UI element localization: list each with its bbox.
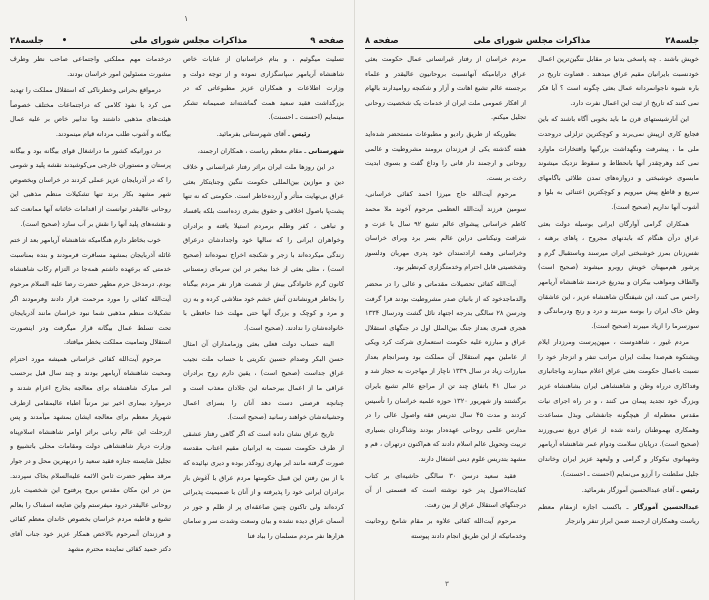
paragraph: در دورانیکه کشور ما دراشغال قوای بیگانه بود و بیگانه پرستان و مستوران خارجی می‌کوشیدند نقشه پلید و شومی را که در آذربایجان عزیز عملی کردند در خراسان وبخصوص شهر مشهد بکار برند تنها تشکیلات منظم مذهبی این روحانی عالیقدر توانست از اقدامات خائنانه آنها ممانعت کند و نقشه‌های پلید آنها را نقش بر آب سازد (صحیح است). bbox=[10, 146, 171, 228]
column-inner bbox=[10, 52, 171, 590]
paragraph: آیت‌الله کفائی تحصیلات مقدماتی و عالی را در محضر والدماجدخود که از بانیان صدر مشروطیت بودند فرا گرفت ودرسن ۲۸ سالگی بدرجه اجتهاد نائل گشت ودرسال ۱۳۳۴ هجری قمری بعداز جنگ بین‌الملل اول در جنگهای استقلال عراق و مبارزه علیه حکومت استعماری شرکت کرد ویکی از عاملین مهم استقلال آن مملکت بود وسرانجام بعداز مبارزات زیاد در سال ۱۳۳۹ ناچار از مهاجرت به حجاز شد و در سال ۴۱ باتفاق چند تن از مراجع عالم تشیع بایران برگشتند واز شهریور ۱۳۲۰ حوزه علمیه خراسان را تأسیس کردند و مدت ۴۵ سال تدریس فقه واصول عالی را در مدارس علمی روحانی عهده‌دار بودند وشاگردان بسیاری تربیت وتحویل عالم اسلام دادند که هم‌اکنون درتهران ، قم و مشهد بتدریس علوم دینی اشتغال دارند. bbox=[365, 279, 526, 464]
session-number: جلسه۲۸ bbox=[665, 36, 699, 46]
paragraph: مردم غیور ، شاهدوست ، میهن‌پرست ومرزدار ایلام وپشتکوه هم‌صدا بملت ایران مراتب تنفر و انزجار خود را نسبت باعمال حکومت بعثی عراق اعلام میدارند وباجانبازی وفداکاری درراه وطن و شاهنشاهی ایران بشاهنشاه عزیز وبزرگ خود تجدید پیمان می کنند ، و در راه اجرای نیات مقدس معظم‌له از هیچگونه جانفشانی وبذل مساعدت وهمکاری بهموطنان رانده شده از عراق دریغ نمی‌ورزند (صحیح است). درپایان سلامت ودوام عمر شاهنشاه آریامهر وشهبانوی نیکوکار و گرامی و ولیعهد عزیز ایران وخاندان جلیل سلطنت را آرزو می‌نمایم (احسنت ـ احسنت). bbox=[538, 338, 699, 478]
session-number: جلسه۲۸ bbox=[10, 36, 44, 46]
page-8 bbox=[355, 0, 709, 600]
paragraph: درمواقع بحرانی وخطرناکی که استقلال مملکت را تهدید می کرد با نفوذ کلامی که دراجتماعات مختلف خصوصاً هیئت‌های مذهبی داشتند وبا تدابیر خاص بر علیه عمال بیگانه و آشوب طلب مردانه قیام مینمودند. bbox=[10, 86, 171, 138]
paragraph: این آنارشیستهای قرن ما باید بخوبی آگاه باشند که باین فجایع کاری ازپیش نمی‌برند و کوچکترین تزلزلی دروحدت ملی ما ، پیشرفت ونگهداشت بزرگیها وافتخارات ماوارد نمی کند وهرچقدر آنها بانحطاط و سقوط نزدیک میشوند مابسوی خوشبختی و دروازه‌های تمدن طلائی باگامهای سریع و قاطع پیش میرویم و کوچکترین اعتنائی به بلوا و آشوب آنها نداریم (صحیح است). bbox=[538, 115, 699, 211]
speaker-text: ـ مقام معظم ریاست ، همکاران ارجمند، bbox=[197, 146, 309, 155]
paragraph: مردم خراسان از رفتار غیرانسانی عمال حکومت بعثی عراق درایامیکه آنهانسبت بروحانیون عالیقدر و علماء برجسته عالم تشیع اهانت و آزار و شکنجه روامیدارند بالهام از افکار عمومی ملت ایران از خدمات یک شخصیت روحانی تجلیل میکنم. bbox=[365, 55, 526, 122]
page-number: صفحه ۸ bbox=[365, 36, 399, 46]
column-inner bbox=[365, 52, 526, 590]
paragraph: تسلیت میگوئیم ، و بنام خراسانیان از عنایات خاص شاهنشاه آریامهر سپاسگزاری نموده و از توجه دولت و وزارت اطلاعات و همکاران عزیز مطبوعاتی که در بزرگداشت فقید سعید همت گماشته‌اند صمیمانه تشکر مینمایم (احسنت ـ احسنت). bbox=[183, 55, 344, 122]
page-top-mark: ١ bbox=[184, 14, 189, 23]
paragraph: بطوریکه از طریق رادیو و مطبوعات مستحضر شده‌اید هفته گذشته یکی از فرزندان برومند مشروطیت و عالمی روحانی و ارجمند دار فانی را وداع گفت و بسوی ابدیت رخت بر بست. bbox=[365, 129, 526, 182]
paragraph: خوب بخاطر دارم هنگامیکه شاهنشاه آریامهر بعد از ختم غائله آذربایجان بمشهد مسافرت فرمودند و بنده بمناسبت خدمتی که برعهده داشتم همه‌جا در التزام رکاب شاهنشاه بودم. درمدخل حرم مطهر حضرت رضا علیه السلام مرحوم آیت‌الله کفائی را مورد مرحمت قرار دادند وفرمودند اگر تشکیلات منظم مذهبی شما نبود خراسان مانند آذربایجان تحت تسلط عمال بیگانه قرار میگرفت ودر اینصورت استقلال وتمامیت مملکت بخطر میافتاد. bbox=[10, 236, 171, 347]
speaker-name: رئیس bbox=[680, 486, 699, 495]
paragraph: درخدمات مهم مملکتی واجتماعی صاحب نظر وطرف مشورت مسئولین امور خراسان بودند. bbox=[10, 55, 171, 78]
paragraph: مرحوم آیت‌الله کفائی علاوه بر مقام شامخ روحانیت وخدماتیکه از این طریق انجام دادند پیوسته bbox=[365, 517, 526, 540]
speaker-name: رئیس bbox=[291, 129, 311, 138]
paragraph: مرحوم آیت‌الله حاج میرزا احمد کفائی خراسانی، سومین فرزند آیت‌الله العظمی مرحوم آخوند ملا محمد کاظم خراسانی پیشوای عالم تشیع ۹۲ سال با عزت و شرافت ونیکنامی دراین عالم بسر برد وبرای خراسان وخراسانی وهمه ارادتمندان خود پدری مهربان ودلسوز وشخصیتی قابل احترام وخدمتگزاری کم‌نظیر بود. bbox=[365, 190, 526, 272]
speaker-line bbox=[538, 500, 699, 529]
speaker-text: ـ باکسب اجازه ازمقام معظم ریاست وهمکاران ارجمند ضمن ابراز تنفر وانزجار bbox=[538, 502, 699, 526]
speaker-name: عبدالحسین آموزگار bbox=[633, 502, 699, 511]
speaker-text: ـ آقای شهرستانی بفرمائید. bbox=[216, 129, 292, 138]
header-bullet: • bbox=[61, 36, 68, 46]
text-columns bbox=[10, 52, 344, 590]
column-outer bbox=[183, 52, 344, 590]
paragraph: همکاران گرامی آوارگان ایرانی بوسیله دولت بعثی عراق درآن هنگام که بابدنهای مجروح ، پاهای برهنه ، نفس‌زنان بمرز خوشبختی ایران میرسند وباستقبال گرم و پرشور هم‌میهنان خویش روبرو میشوند (صحیح است) والطاف ومواهب بیکران و بیدریغ خردمند شاهنشاه آریامهر راحس می کنند، این شیفتگان شاهنشاه عزیز ، این عاشقان وطن خاک ایران را بوسه میزنند و درد و رنج ودرماندگی و سوزسرما را ازیاد میبرند (صحیح است). bbox=[538, 219, 699, 330]
paragraph: البته حساب دولت فعلی بعثی وزمامداران آن امثال حسن البکر وصدام حسین تکریتی با حساب ملت نجیب عراق جداست (صحیح است) ، یقین دارم روح برادران عراقی ما از اعمال بیرحمانه این جلادان معذب است و چنانچه فرصتی دست دهد آنان را بسزای اعمال وحشیانه‌شان خواهند رسانید (صحیح است). bbox=[183, 340, 344, 422]
page-header bbox=[365, 32, 699, 49]
speaker-line bbox=[183, 144, 344, 159]
header-title: مذاکرات مجلس شورای ملی bbox=[473, 36, 591, 46]
paragraph: خویش باشند . چه پاسخی بدنیا در مقابل ننگین‌ترین اعمال خودنسبت بایرانیان مقیم عراق میدهند . قضاوت تاریخ در باره شیوه ناجوانمردانه عمال بعثی چگونه است ؟ آیا فکر نمی کنند که تاریخ از ثبت این اعمال نفرت دارد. bbox=[538, 55, 699, 107]
column-outer bbox=[538, 52, 699, 590]
bottom-mark: ۳ bbox=[445, 580, 449, 588]
speaker-text: ـ آقای عبدالحسین آموزگار بفرمائید. bbox=[581, 486, 681, 495]
paragraph: فقید سعید درسن ۳۰ سالگی حاشیه‌ای بر کتاب کفایت‌الاصول پدر خود نوشته است که قسمتی از آن درجنگهای استقلال عراق از بین رفت. bbox=[365, 471, 526, 509]
text-columns bbox=[365, 52, 699, 590]
paragraph: مرحوم آیت‌الله کفائی خراسانی همیشه مورد احترام ومحبت شاهنشاه آریامهر بودند و چند سال قبل برحسب امر مبارک شاهنشاه برای معالجه بخارج اعزام شدند و درموارد بیماری اخیر نیز مرتباً اطباء عالیمقامی ازطرف شهریار معظم برای معالجه ایشان بمشهد میآمدند و پس ازرحلت این عالم ربانی براثر اوامر شاهنشاه اسلام‌پناه وزارت دربار شاهنشاهی دولت ومقامات محلی باتشییع و تجلیل شایسته جنازه فقید سعید را دربهترین محل و در جوار مرقد مطهر حضرت ثامن الائمه علیه‌السلام بخاک سپردند. من در این مکان مقدس بروح پرفتوح این شخصیت بارز روحانی عالیقدر درود میفرستم واین ضایعه اسفناک را بعالم تشیع و قاطبه مردم خراسان بخصوص خاندان معظم کفائی و فرزندان آنمرحوم بالاخص همکار عزیز خود جناب آقای دکتر حمید کفائی نماینده محترم مشهد bbox=[10, 354, 171, 553]
speaker-line bbox=[538, 483, 699, 498]
page-header bbox=[10, 32, 344, 49]
speaker-line bbox=[183, 127, 344, 142]
paragraph: تاریخ عراق نشان داده است که اگر گاهی رفتار عشقی از طرف حکومت نسبت به ایرانیان مقیم اعتاب مقدسه صورت گرفته مانند ابر بهاری زودگذر بوده و دیری نپائیده که با از بین رفتن این قبیل حکومتها مردم عراق با آغوش باز برادران ایرانی خود را پذیرفته و از آنان با صمیمیت پذیرائی کرده‌اند ولی تاکنون چنین صاعقه‌ای پر از ظلم و جور در آسمان عراق دیده نشده و بیان وسعت وشدت سر و سامان هزارها نفر مردم مسلمان را بباد فنا bbox=[183, 429, 344, 540]
header-title: مذاکرات مجلس شورای ملی bbox=[130, 36, 248, 46]
page-number: صفحه ۹ bbox=[310, 36, 344, 46]
paragraph: در این روزها ملت ایران براثر رفتار غیرانسانی و خلاف دین و موازین بین‌المللی حکومت ننگین وجنایتکار بعثی عراق بی‌نهایت متأثر و آزرده‌خاطر است. حکومتی که نه تنها پشت‌پا باصول اخلاقی و حقوق بشری زده‌است بلکه بافساد و تباهی ، کفر وظلم برمردم استیلا یافته و برادران وخواهران ایرانی را که سالها خود واجدادشان درعراق زندگی میکرده‌اند با زجر و شکنجه اخراج نموده‌اند (صحیح است) ، مثلی بعثی از خدا بیخبر در این سرمای زمستانی کانون گرم خانوادگی بیش از شصت هزار نفر مردم بیگناه را بخاطر فرونشاندن آتش خشم خود متلاشی کرده و به زن و مرد و کوچک و بزرگ آنها حتی مهلت خدا حافظی با خانواده‌شان را ندادند. (صحیح است). bbox=[183, 163, 344, 332]
speaker-name: شهرستانی bbox=[308, 146, 344, 155]
